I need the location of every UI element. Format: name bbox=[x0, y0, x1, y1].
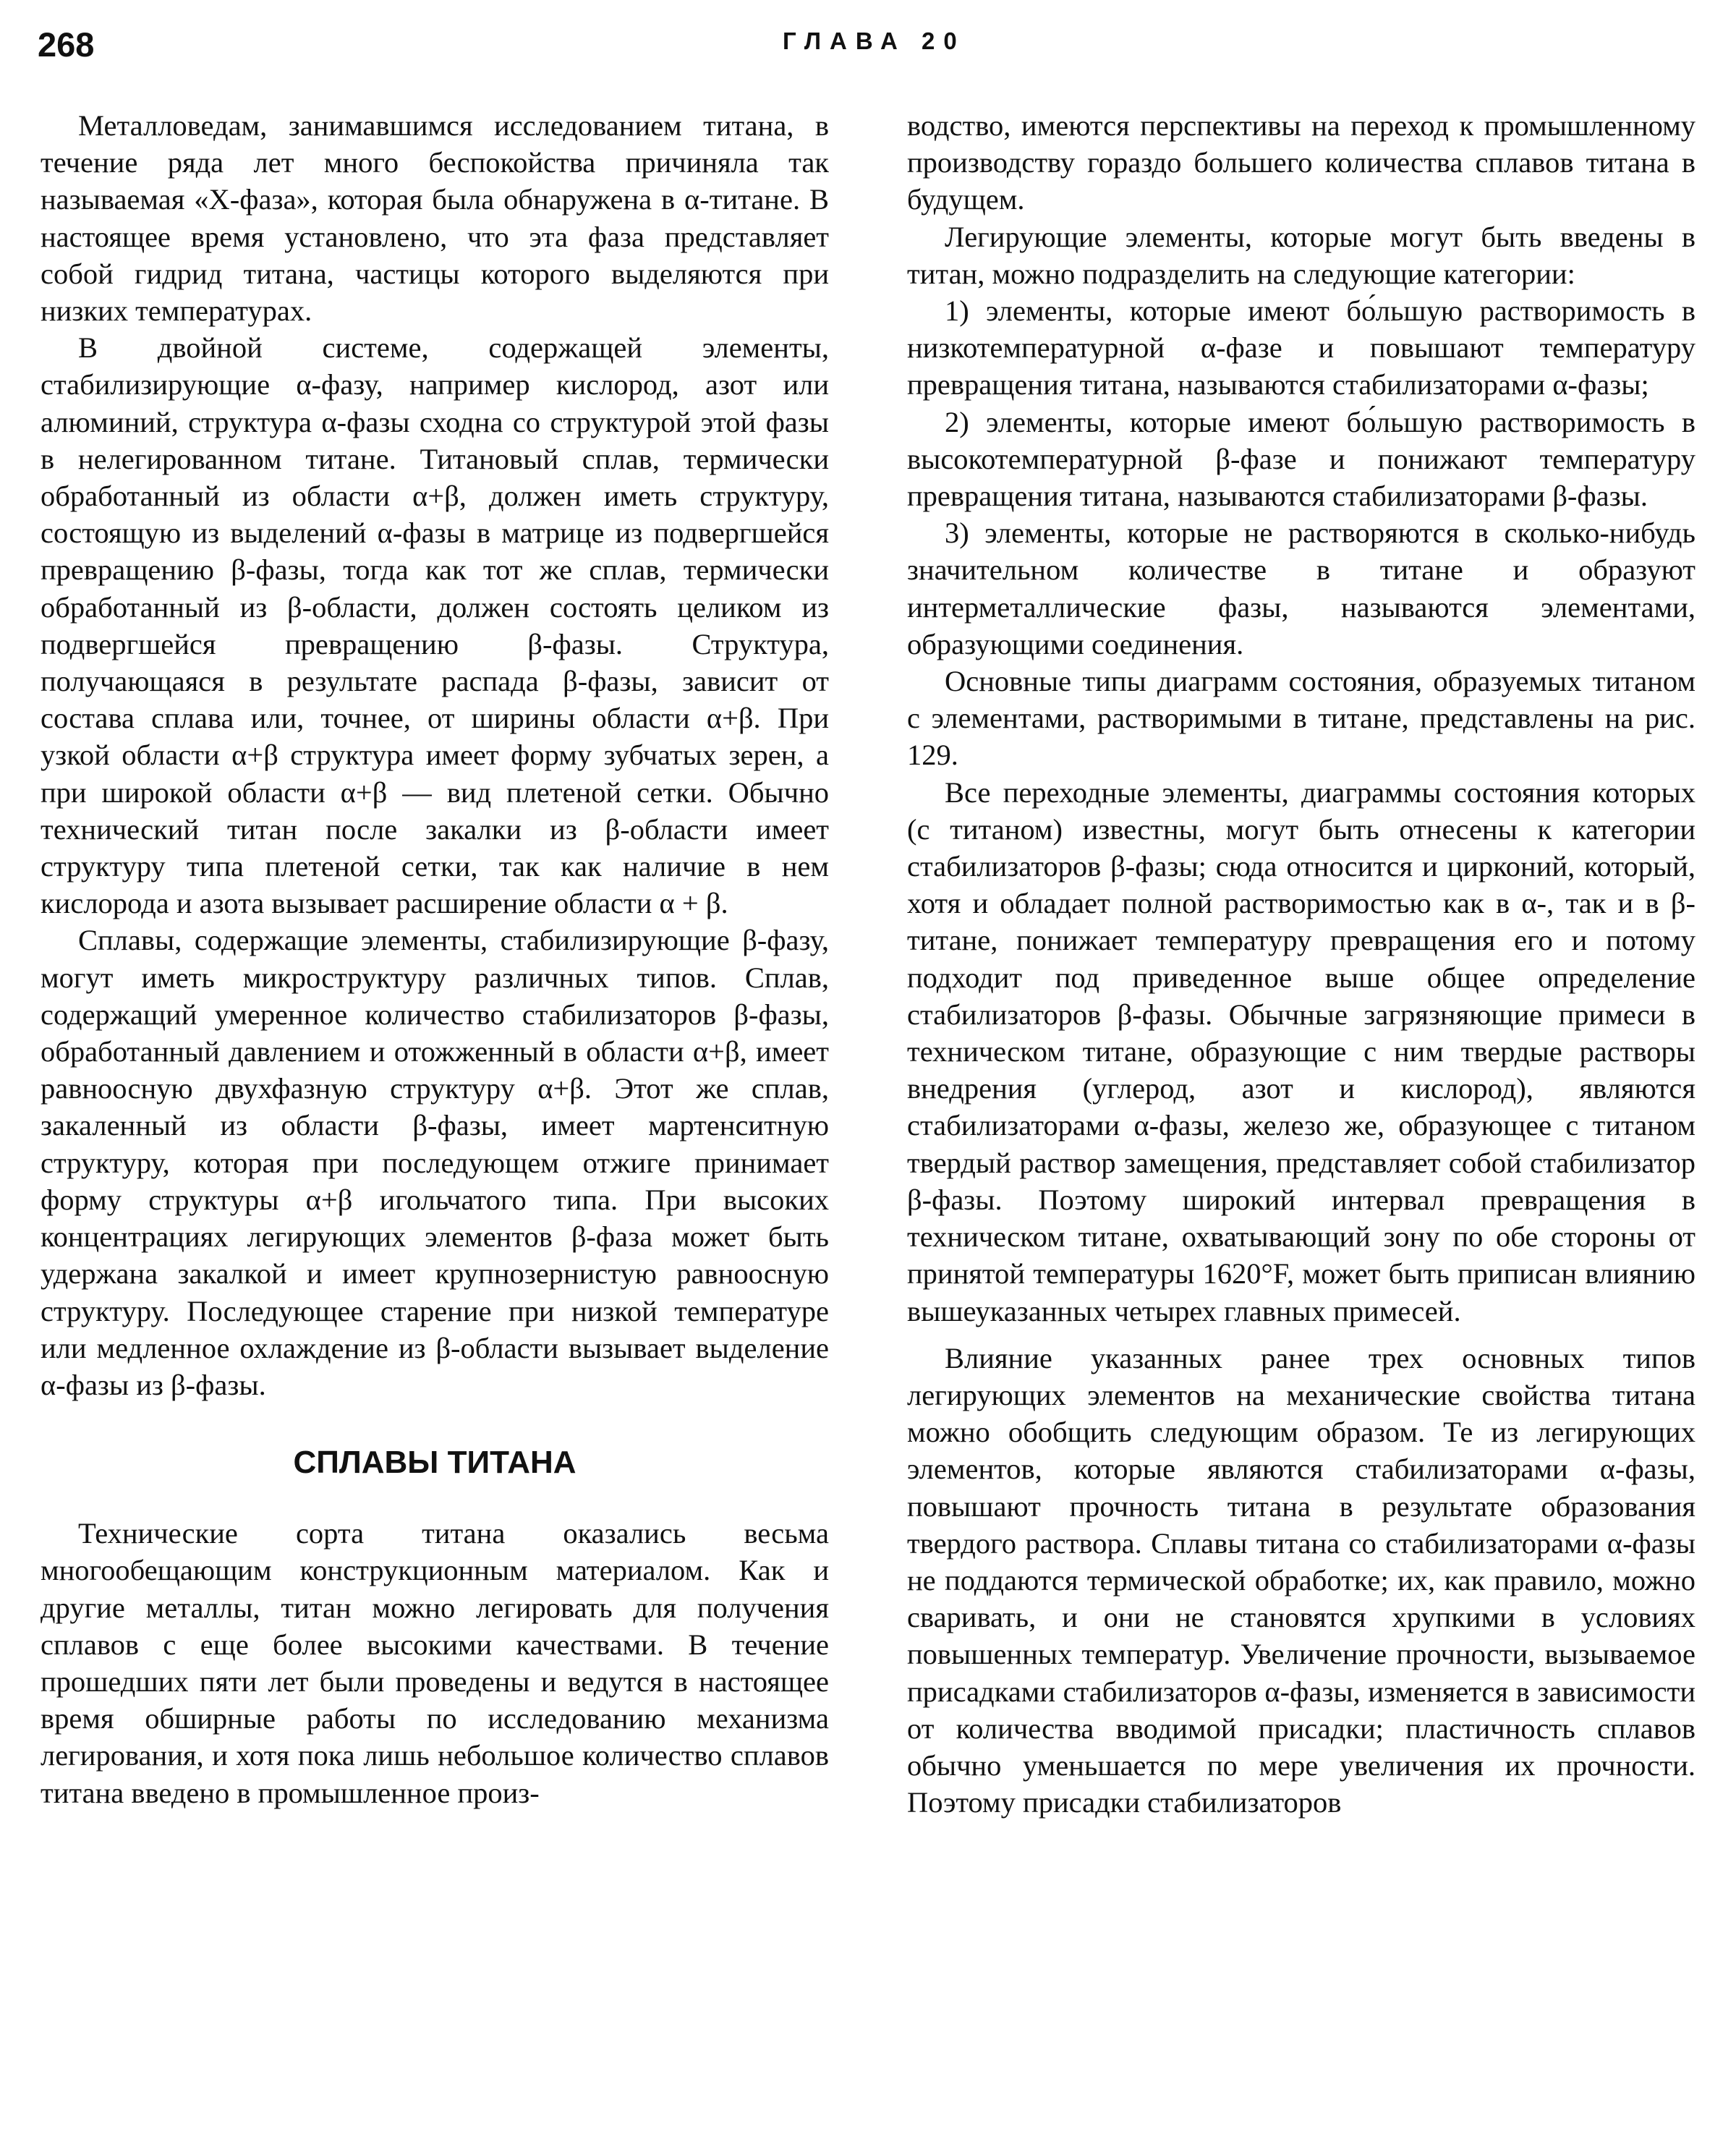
right-column bbox=[907, 107, 1695, 1821]
list-item: 3) элементы, которые не растворяются в сколько-нибудь значительном количестве в титане и образуют интерметаллические фазы, называются элементами, образующими соединения. bbox=[907, 517, 1695, 660]
chapter-title: ГЛАВА 20 bbox=[783, 27, 966, 54]
list-item: 2) элементы, которые имеют бо́льшую растворимость в высокотемпературной β-фазе и понижают температуру превращения титана, называются стабилизаторами β-фазы. bbox=[907, 405, 1695, 513]
paragraph: Металловедам, занимавшимся исследованием титана, в течение ряда лет много беспокойства причиняла так называемая «Х-фаза», которая была обнаружена в α-титане. В настоящее время установлено, что эта фаза представляет собой гидрид титана, частицы которого выделяются при низких температурах. bbox=[41, 109, 829, 328]
paragraph: Технические сорта титана оказались весьма многообещающим конструкционным материалом. Как и другие металлы, титан можно легировать для получения сплавов с еще более высокими качествами. В течение прошедших пяти лет были проведены и ведутся в настоящее время обширные работы по исследованию механизма легирования, и хотя пока лишь небольшое количество сплавов титана введено в промышленное произ- bbox=[41, 1517, 829, 1809]
paragraph: Сплавы, содержащие элементы, стабилизирующие β-фазу, могут иметь микроструктуру различных типов. Сплав, содержащий умеренное количество стабилизаторов β-фазы, обработанный давлением и отожженный в области α+β, имеет равноосную двухфазную структуру α+β. Этот же сплав, закаленный из области β-фазы, имеет мартенситную структуру, которая при последующем отжиге принимает форму структуры α+β игольчатого типа. При высоких концентрациях легирующих элементов β-фаза может быть удержана закалкой и имеет крупнозернистую равноосную структуру. Последующее старение при низкой температуре или медленное охлаждение из β-области вызывает выделение α-фазы из β-фазы. bbox=[41, 924, 829, 1401]
paragraph-continuation: водство, имеются перспективы на переход к промышленному производству гораздо большего количества сплавов титана в будущем. bbox=[907, 109, 1695, 216]
paragraph: Все переходные элементы, диаграммы состояния которых (с титаном) известны, могут быть отнесены к категории стабилизаторов β-фазы; сюда относится и цирконий, который, хотя и обладает полной растворимостью как в α-, так и в β-титане, понижает температуру превращения его и потому подходит под приведенное выше общее определение стабилизаторов β-фазы. Обычные загрязняющие примеси в техническом титане, образующие с ним твердые растворы внедрения (углерод, азот и кислород), являются стабилизаторами α-фазы, железо же, образующее с титаном твердый раствор замещения, представляет собой стабилизатор β-фазы. Поэтому широкий интервал превращения в техническом титане, охватывающий зону по обе стороны от принятой температуры 1620°F, может быть приписан влиянию вышеуказанных четырех главных примесей. bbox=[907, 775, 1695, 1327]
left-column bbox=[41, 107, 829, 1811]
list-item: 1) элементы, которые имеют бо́льшую растворимость в низкотемпературной α-фазе и повышают температуру превращения титана, называются стабилизаторами α-фазы; bbox=[907, 294, 1695, 401]
page-header bbox=[38, 25, 1693, 68]
paragraph: Влияние указанных ранее трех основных типов легирующих элементов на механические свойства титана можно обобщить следующим образом. Те из легирующих элементов, которые являются стабилизаторами α-фазы, повышают прочность титана в результате образования твердого раствора. Сплавы титана со стабилизаторами α-фазы не поддаются термической обработке; их, как правило, можно сваривать, и они не становятся хрупкими в условиях повышенных температур. Увеличение прочности, вызываемое присадками стабилизаторов α-фазы, изменяется в зависимости от количества вводимой присадки; пластичность сплавов обычно уменьшается по мере увеличения их прочности. Поэтому присадки стабилизаторов bbox=[907, 1341, 1695, 1819]
paragraph: Основные типы диаграмм состояния, образуемых титаном с элементами, растворимыми в титане, представлены на рис. 129. bbox=[907, 665, 1695, 772]
page-number: 268 bbox=[38, 25, 95, 64]
paragraph-gap bbox=[907, 1330, 1695, 1340]
paragraph: Легирующие элементы, которые могут быть введены в титан, можно подразделить на следующие категории: bbox=[907, 220, 1695, 290]
section-heading: СПЛАВЫ ТИТАНА bbox=[293, 1445, 576, 1481]
paragraph: В двойной системе, содержащей элементы, стабилизирующие α-фазу, например кислород, азот или алюминий, структура α-фазы сходна со структурой этой фазы в нелегированном титане. Титановый сплав, термически обработанный из области α+β, должен иметь структуру, состоящую из выделений α-фазы в матрице из подвергшейся превращению β-фазы, тогда как тот же сплав, термически обработанный из β-области, должен состоять целиком из подвергшейся превращению β-фазы. Структура, получающаяся в результате распада β-фазы, зависит от состава сплава или, точнее, от ширины области α+β. При узкой области α+β структура имеет форму зубчатых зерен, а при широкой области α+β — вид плетеной сетки. Обычно технический титан после закалки из β-области имеет структуру типа плетеной сетки, так как наличие в нем кислорода и азота вызывает расширение области α + β. bbox=[41, 331, 829, 920]
